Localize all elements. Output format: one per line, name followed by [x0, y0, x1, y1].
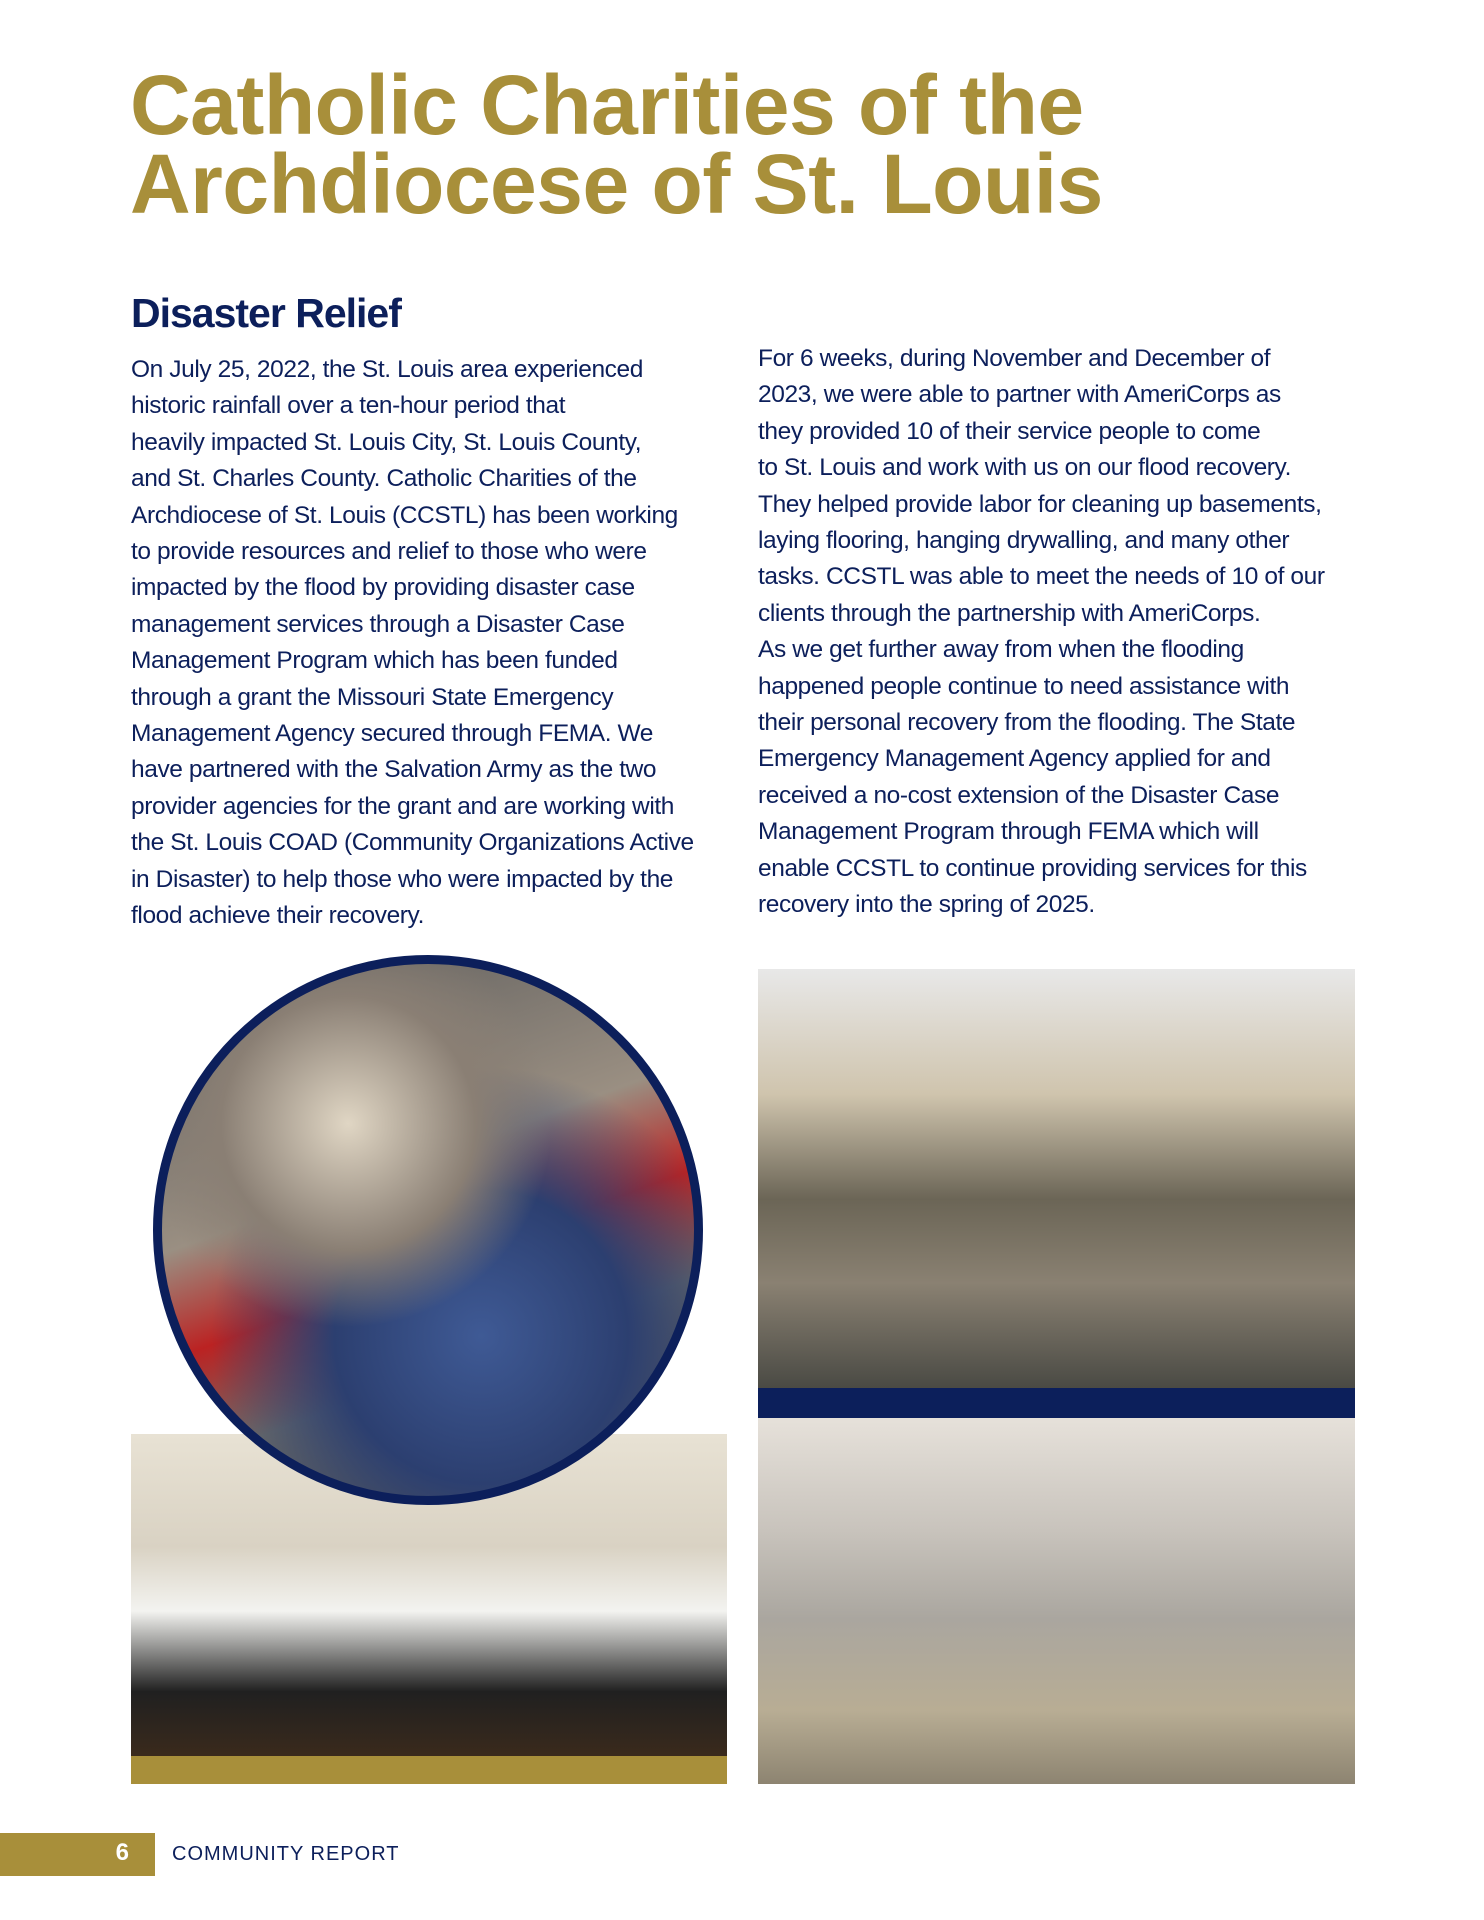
body-line: 2023, we were able to partner with AmeriCorps as: [758, 381, 1281, 409]
body-line: enable CCSTL to continue providing services for this: [758, 854, 1307, 882]
body-line: impacted by the flood by providing disaster case: [131, 574, 635, 602]
body-line: received a no-cost extension of the Disaster Case: [758, 781, 1280, 809]
photo-volunteers-scraping-basement: [153, 955, 703, 1505]
body-column-2: [758, 341, 1325, 924]
body-line: to St. Louis and work with us on our flood recovery.: [758, 454, 1291, 482]
body-line: On July 25, 2022, the St. Louis area experienced: [131, 356, 643, 383]
body-line: have partnered with the Salvation Army as the two: [131, 756, 657, 784]
body-line: laying flooring, hanging drywalling, and many other: [758, 527, 1290, 555]
footer-label: COMMUNITY REPORT: [172, 1843, 400, 1865]
body-line: flood achieve their recovery.: [131, 902, 424, 930]
page-number: 6: [115, 1839, 129, 1866]
body-line: Management Program which has been funded: [131, 647, 618, 675]
body-line: Emergency Management Agency applied for and: [758, 745, 1271, 773]
gold-accent-bar: [131, 1756, 727, 1784]
body-line: in Disaster) to help those who were impacted by the: [131, 865, 674, 893]
body-line: and St. Charles County. Catholic Charities of the: [131, 465, 637, 493]
body-line: the St. Louis COAD (Community Organizations Active: [131, 829, 694, 857]
body-line: through a grant the Missouri State Emergency: [131, 683, 614, 711]
body-line: happened people continue to need assistance with: [758, 672, 1290, 700]
body-line: As we get further away from when the flooding: [758, 636, 1244, 664]
body-column-1: [131, 352, 694, 935]
photo-americorps-team: [758, 1418, 1355, 1784]
navy-accent-bar: [758, 1388, 1355, 1418]
photo-volunteers-outside-house: [758, 969, 1355, 1388]
section-heading: Disaster Relief: [131, 290, 401, 336]
body-line: clients through the partnership with AmeriCorps.: [758, 599, 1261, 627]
body-line: heavily impacted St. Louis City, St. Louis County,: [131, 428, 642, 456]
body-line: Management Program through FEMA which will: [758, 818, 1259, 846]
body-line: For 6 weeks, during November and December of: [758, 345, 1271, 372]
body-line: Archdiocese of St. Louis (CCSTL) has been working: [131, 501, 678, 529]
body-line: their personal recovery from the flooding. The State: [758, 709, 1296, 737]
title-line: Archdiocese of St. Louis: [130, 137, 1103, 231]
body-line: They helped provide labor for cleaning up basements,: [758, 490, 1322, 518]
body-line: management services through a Disaster Case: [131, 610, 625, 638]
body-line: Management Agency secured through FEMA. We: [131, 720, 654, 748]
body-line: they provided 10 of their service people to come: [758, 417, 1261, 445]
body-line: provider agencies for the grant and are working with: [131, 792, 675, 820]
footer-page-tab: [0, 1833, 155, 1876]
body-line: to provide resources and relief to those who were: [131, 538, 647, 566]
body-line: tasks. CCSTL was able to meet the needs of 10 of our: [758, 563, 1325, 591]
page-title: [130, 58, 1103, 231]
body-line: recovery into the spring of 2025.: [758, 891, 1095, 919]
title-line: Catholic Charities of the: [130, 58, 1084, 152]
body-line: historic rainfall over a ten-hour period that: [131, 392, 566, 420]
